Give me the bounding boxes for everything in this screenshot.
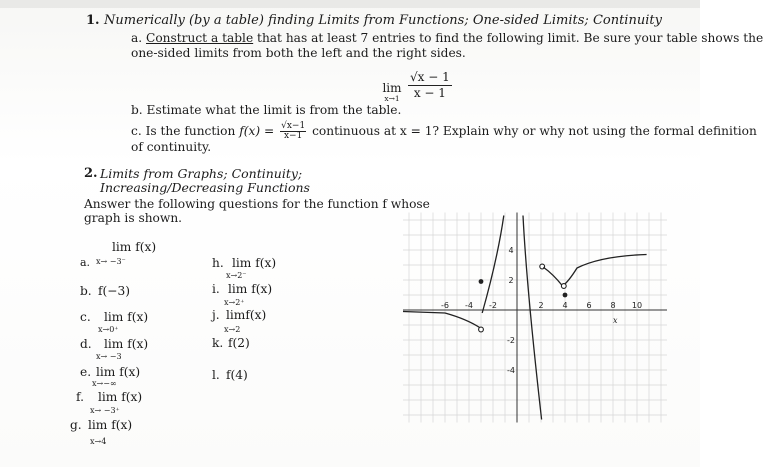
- q2g-label: g.: [70, 418, 82, 432]
- q2c-label: c.: [80, 310, 91, 324]
- q2i-label: i.: [212, 282, 220, 296]
- x-tick-label: -6: [441, 301, 449, 310]
- x-tick-label: 6: [586, 301, 592, 310]
- x-tick-label: -2: [489, 301, 497, 310]
- q1-number: 1.: [86, 13, 100, 28]
- q2-intro-line1: Answer the following questions for the function f whose: [84, 197, 430, 211]
- q2l-label: l.: [212, 368, 220, 382]
- x-tick-label: 8: [610, 301, 616, 310]
- q1a-text: that has at least 7 entries to find the following limit. Be sure your table shows the: [253, 31, 763, 45]
- q2h-sub: x→2⁻: [226, 271, 247, 280]
- q2b-label: b.: [80, 284, 92, 298]
- graph-axes: [403, 213, 667, 423]
- q2g-sub: x→4: [90, 437, 107, 446]
- q2j-sub: x→2: [224, 325, 241, 334]
- q1a-line2: one-sided limits from both the left and the right sides.: [131, 46, 466, 60]
- q1c-function: f(x) =: [239, 124, 275, 138]
- q1a-link[interactable]: Construct a table: [146, 31, 254, 45]
- x-tick-label: -4: [465, 301, 473, 310]
- q2c-expr: lim f(x): [104, 310, 149, 324]
- q2-intro-line2: graph is shown.: [84, 211, 183, 225]
- x-axis-label: x: [613, 316, 618, 325]
- q1a-line1: [131, 31, 763, 45]
- q1c-numerator: √x−1: [281, 121, 306, 131]
- q2a-label: a.: [80, 256, 91, 269]
- q2i-sub: x→2⁺: [224, 298, 245, 307]
- q1-limit-fraction: [408, 70, 452, 101]
- q2f-sub: x→ −3⁺: [90, 406, 120, 415]
- q1-limit-denominator: x − 1: [413, 86, 446, 100]
- q2j-expr: limf(x): [226, 308, 267, 322]
- function-graph: [395, 195, 675, 435]
- y-tick-label: -4: [507, 366, 515, 375]
- graph-grid: [403, 213, 667, 423]
- q1-title: Numerically (by a table) finding Limits from Functions; One-sided Limits; Continuity: [104, 13, 662, 28]
- q2a-expr: lim f(x): [112, 240, 157, 254]
- q1c-line1: [131, 122, 757, 141]
- q1c-post: continuous at x = 1? Explain why or why not using the formal definition: [312, 124, 757, 138]
- q2-number: 2.: [84, 166, 98, 181]
- q1-limit-word: lim: [382, 81, 402, 95]
- curve-right-branch: [543, 255, 646, 287]
- q2d-expr: lim f(x): [104, 337, 149, 351]
- q1a-label: a.: [131, 31, 143, 45]
- q2-title-line2: Increasing/Decreasing Functions: [100, 180, 310, 195]
- q2d-sub: x→ −3: [96, 352, 122, 361]
- q2i-expr: lim f(x): [228, 282, 273, 296]
- q1c-denominator: x−1: [283, 131, 303, 141]
- q2h-expr: lim f(x): [232, 256, 277, 270]
- q1-limit-sub: x→1: [384, 94, 400, 103]
- x-tick-label: 2: [538, 301, 544, 310]
- q2g-expr: lim f(x): [88, 418, 133, 432]
- q2k-expr: f(2): [228, 336, 250, 350]
- q2b-expr: f(−3): [98, 284, 130, 298]
- q2l-expr: f(4): [226, 368, 248, 382]
- y-tick-label: 4: [508, 246, 514, 255]
- q1c-fraction: [280, 122, 306, 141]
- q2a-sub: x→ −3⁻: [96, 257, 126, 266]
- q2j-label: j.: [212, 308, 220, 322]
- filled-point: [563, 293, 568, 298]
- x-tick-label: 10: [631, 301, 643, 310]
- graph-curve: [403, 216, 647, 420]
- q1c-pre: c. Is the function: [131, 124, 236, 138]
- q2e-label: e.: [80, 365, 92, 379]
- q2f-expr: lim f(x): [98, 390, 143, 404]
- q2k-label: k.: [212, 336, 224, 350]
- open-point: [561, 284, 566, 289]
- filled-point: [479, 279, 484, 284]
- q2f-label: f.: [76, 390, 84, 404]
- q2e-sub: x→−∞: [92, 379, 117, 388]
- x-tick-label: 4: [562, 301, 568, 310]
- curve-drop-branch: [523, 216, 542, 420]
- q1-limit-operator: [378, 82, 406, 103]
- y-tick-label: 2: [508, 276, 514, 285]
- q2d-label: d.: [80, 337, 92, 351]
- q2e-expr: lim f(x): [96, 365, 141, 379]
- top-edge: [0, 0, 700, 8]
- q1-limit-numerator: √x − 1: [410, 70, 450, 84]
- q2-title-line1: Limits from Graphs; Continuity;: [100, 166, 303, 181]
- y-tick-label: -2: [507, 336, 515, 345]
- q1b-text: b. Estimate what the limit is from the table.: [131, 103, 402, 117]
- open-point: [479, 327, 484, 332]
- q2h-label: h.: [212, 256, 224, 270]
- q2c-sub: x→0⁺: [98, 325, 119, 334]
- q1c-line2: of continuity.: [131, 140, 212, 154]
